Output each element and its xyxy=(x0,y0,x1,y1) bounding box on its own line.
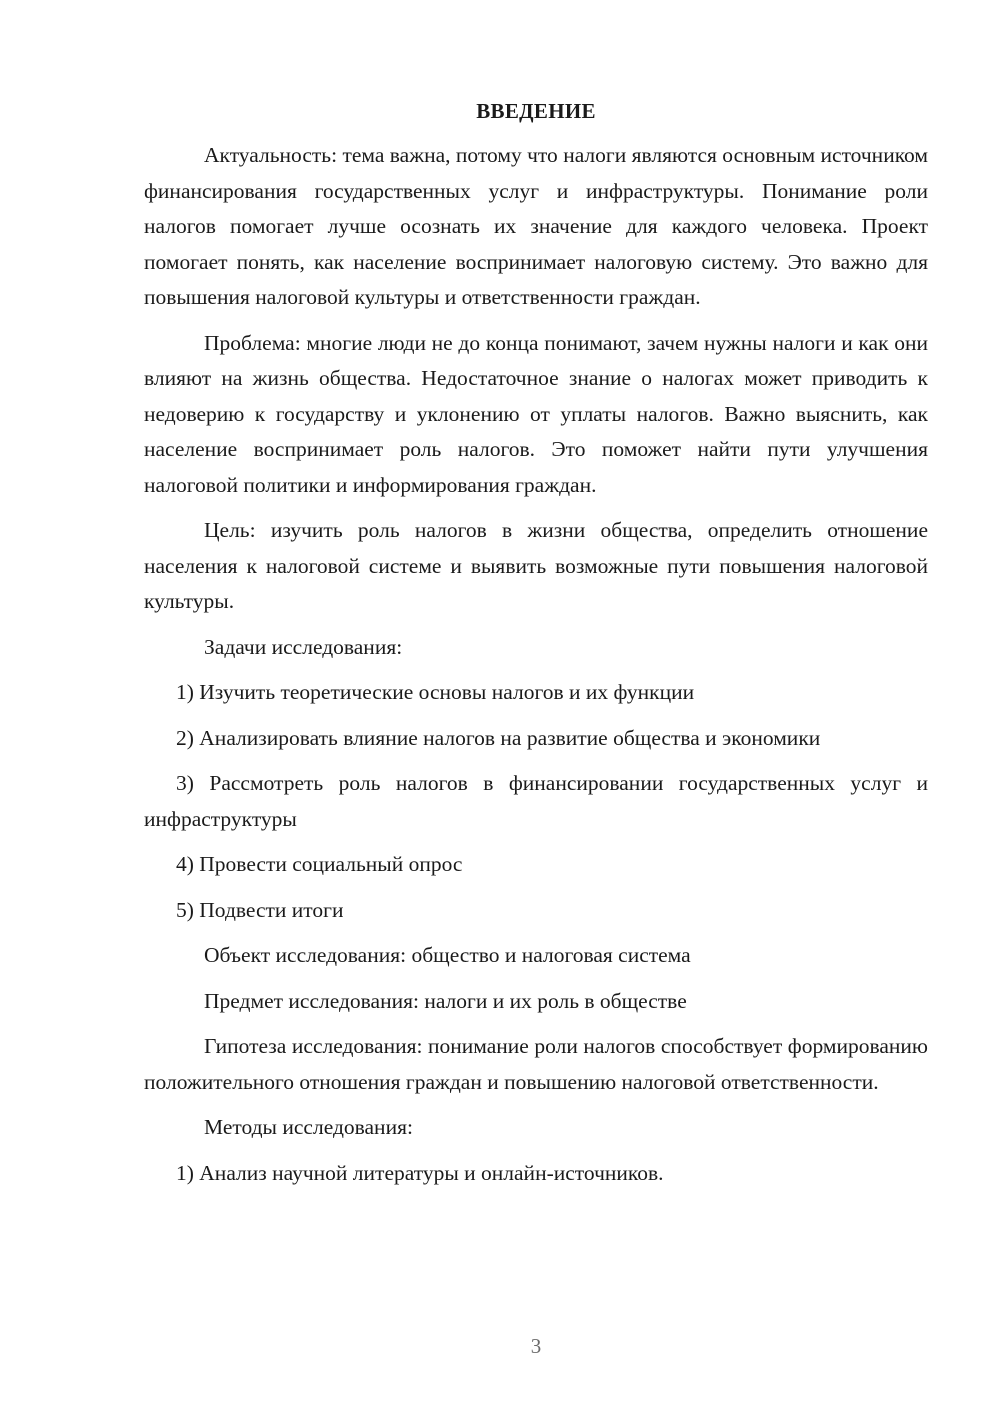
goal-paragraph: Цель: изучить роль налогов в жизни общества, определить отношение населения к налоговой системе и выявить возможные пути повышения налоговой культуры. xyxy=(144,518,928,613)
document-page xyxy=(144,96,928,1201)
section-heading: ВВЕДЕНИЕ xyxy=(476,99,596,123)
object-paragraph: Объект исследования: общество и налоговая система xyxy=(204,943,691,967)
task-item-3: 3) Рассмотреть роль налогов в финансировании государственных услуг и инфраструктуры xyxy=(144,771,928,831)
method-item-1: 1) Анализ научной литературы и онлайн-источников. xyxy=(176,1160,664,1185)
relevance-paragraph: Актуальность: тема важна, потому что налоги являются основным источником финансирования государственных услуг и инфраструктуры. Понимание роли налогов помогает лучше осознать их значение для каждого человека. Проект помогает понять, как население воспринимает налоговую систему. Это важно для повышения налоговой культуры и ответственности граждан. xyxy=(144,143,928,309)
task-item-1: 1) Изучить теоретические основы налогов и их функции xyxy=(176,680,695,704)
problem-paragraph: Проблема: многие люди не до конца понимают, зачем нужны налоги и как они влияют на жизнь общества. Недостаточное знание о налогах может приводить к недоверию к государству и уклонению от уплаты налогов. Важно выяснить, как население воспринимает роль налогов. Это поможет найти пути улучшения налоговой политики и информирования граждан. xyxy=(144,330,928,497)
hypothesis-paragraph: Гипотеза исследования: понимание роли налогов способствует формированию положительного отношения граждан и повышению налоговой ответственности. xyxy=(144,1034,928,1094)
page-number: 3 xyxy=(530,1334,542,1358)
task-item-2: 2) Анализировать влияние налогов на развитие общества и экономики xyxy=(176,725,821,750)
task-item-5: 5) Подвести итоги xyxy=(176,897,344,922)
tasks-title: Задачи исследования: xyxy=(204,634,403,659)
subject-paragraph: Предмет исследования: налоги и их роль в обществе xyxy=(204,988,687,1013)
task-item-4: 4) Провести социальный опрос xyxy=(176,852,463,876)
methods-title: Методы исследования: xyxy=(204,1115,413,1139)
